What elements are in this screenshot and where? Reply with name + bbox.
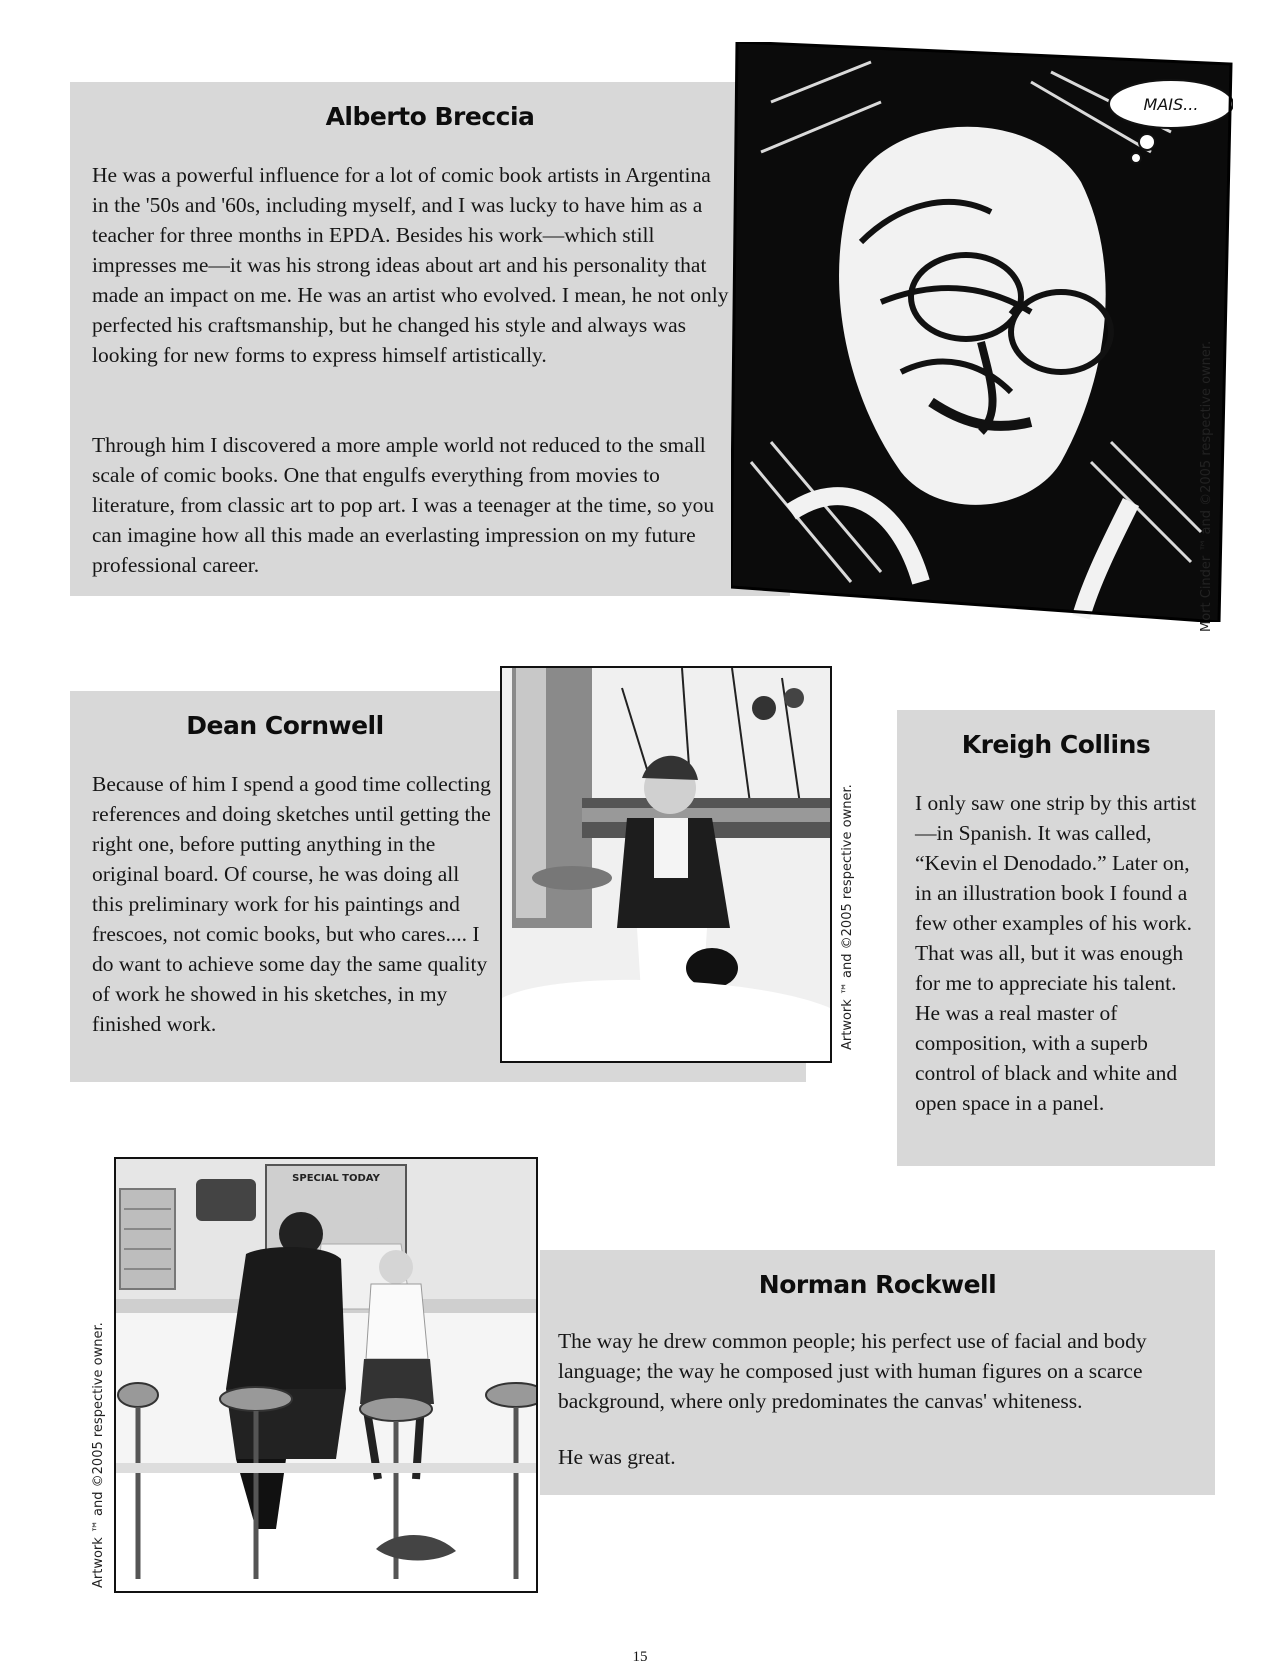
cornwell-heading: Dean Cornwell [186, 711, 384, 740]
breccia-paragraph-1: He was a powerful influence for a lot of comic book artists in Argentina in the '50s and '60s, including myself, and I was lucky to have him as a teacher for three months in EPDA. Besides his work—which still impresses me—it was his strong ideas about art and his personality that made an impact on me. He was an artist who evolved. I mean, he not only perfected his craftsmanship, but he changed his style and always was looking for new forms to express himself artistically. [92, 163, 729, 367]
mort-cinder-panel [731, 42, 1233, 622]
collins-heading: Kreigh Collins [961, 730, 1151, 759]
sailor-boy-illustration [502, 668, 830, 1061]
breccia-paragraph-2: Through him I discovered a more ample world not reduced to the small scale of comic books. One that engulfs everything from movies to literature, from classic art to pop art. I was a teenager at the time, so you can imagine how all this made an everlasting impression on my future professional career. [92, 433, 715, 577]
cornwell-paragraph-1: Because of him I spend a good time collecting references and doing sketches until getting the right one, before putting anything in the original board. Of course, he was doing all this preliminary work for his paintings and frescoes, not comic books, but who cares.... I do want to achieve some day the same quality of work he showed in his sketches, in my finished work. [92, 772, 491, 1036]
speech-bubble-text: MAIS... [1143, 95, 1199, 114]
rockwell-credit: Artwork ™ and ©2005 respective owner. [91, 1322, 106, 1588]
collins-paragraph-1: I only saw one strip by this artist—in Spanish. It was called, “Kevin el Denodado.” Later on, in an illustration book I found a few other examples of his work. That was all, but it was enough for me to appreciate his talent. He was a real master of composition, with a superb control of black and white and open space in a panel. [915, 791, 1197, 1115]
rockwell-paragraph-2: He was great. [558, 1445, 676, 1469]
special-today-text: SPECIAL TODAY [292, 1173, 380, 1184]
runaway-illustration [116, 1159, 536, 1591]
rockwell-heading: Norman Rockwell [758, 1270, 997, 1299]
rockwell-paragraph-1: The way he drew common people; his perfect use of facial and body language; the way he composed just with human figures on a scarce background, where only predominates the canvas' whiteness. [558, 1329, 1147, 1413]
mort-cinder-credit: Mort Cinder ™ and ©2005 respective owner. [1199, 340, 1214, 632]
breccia-section [70, 82, 790, 596]
rockwell-painting [114, 1157, 538, 1593]
page-number: 15 [632, 1649, 648, 1665]
cornwell-credit: Artwork ™ and ©2005 respective owner. [840, 784, 855, 1050]
collins-section [897, 710, 1215, 1166]
rockwell-section [540, 1250, 1215, 1495]
mort-cinder-illustration [731, 42, 1233, 622]
cornwell-painting [500, 666, 832, 1063]
breccia-heading: Alberto Breccia [325, 102, 535, 131]
